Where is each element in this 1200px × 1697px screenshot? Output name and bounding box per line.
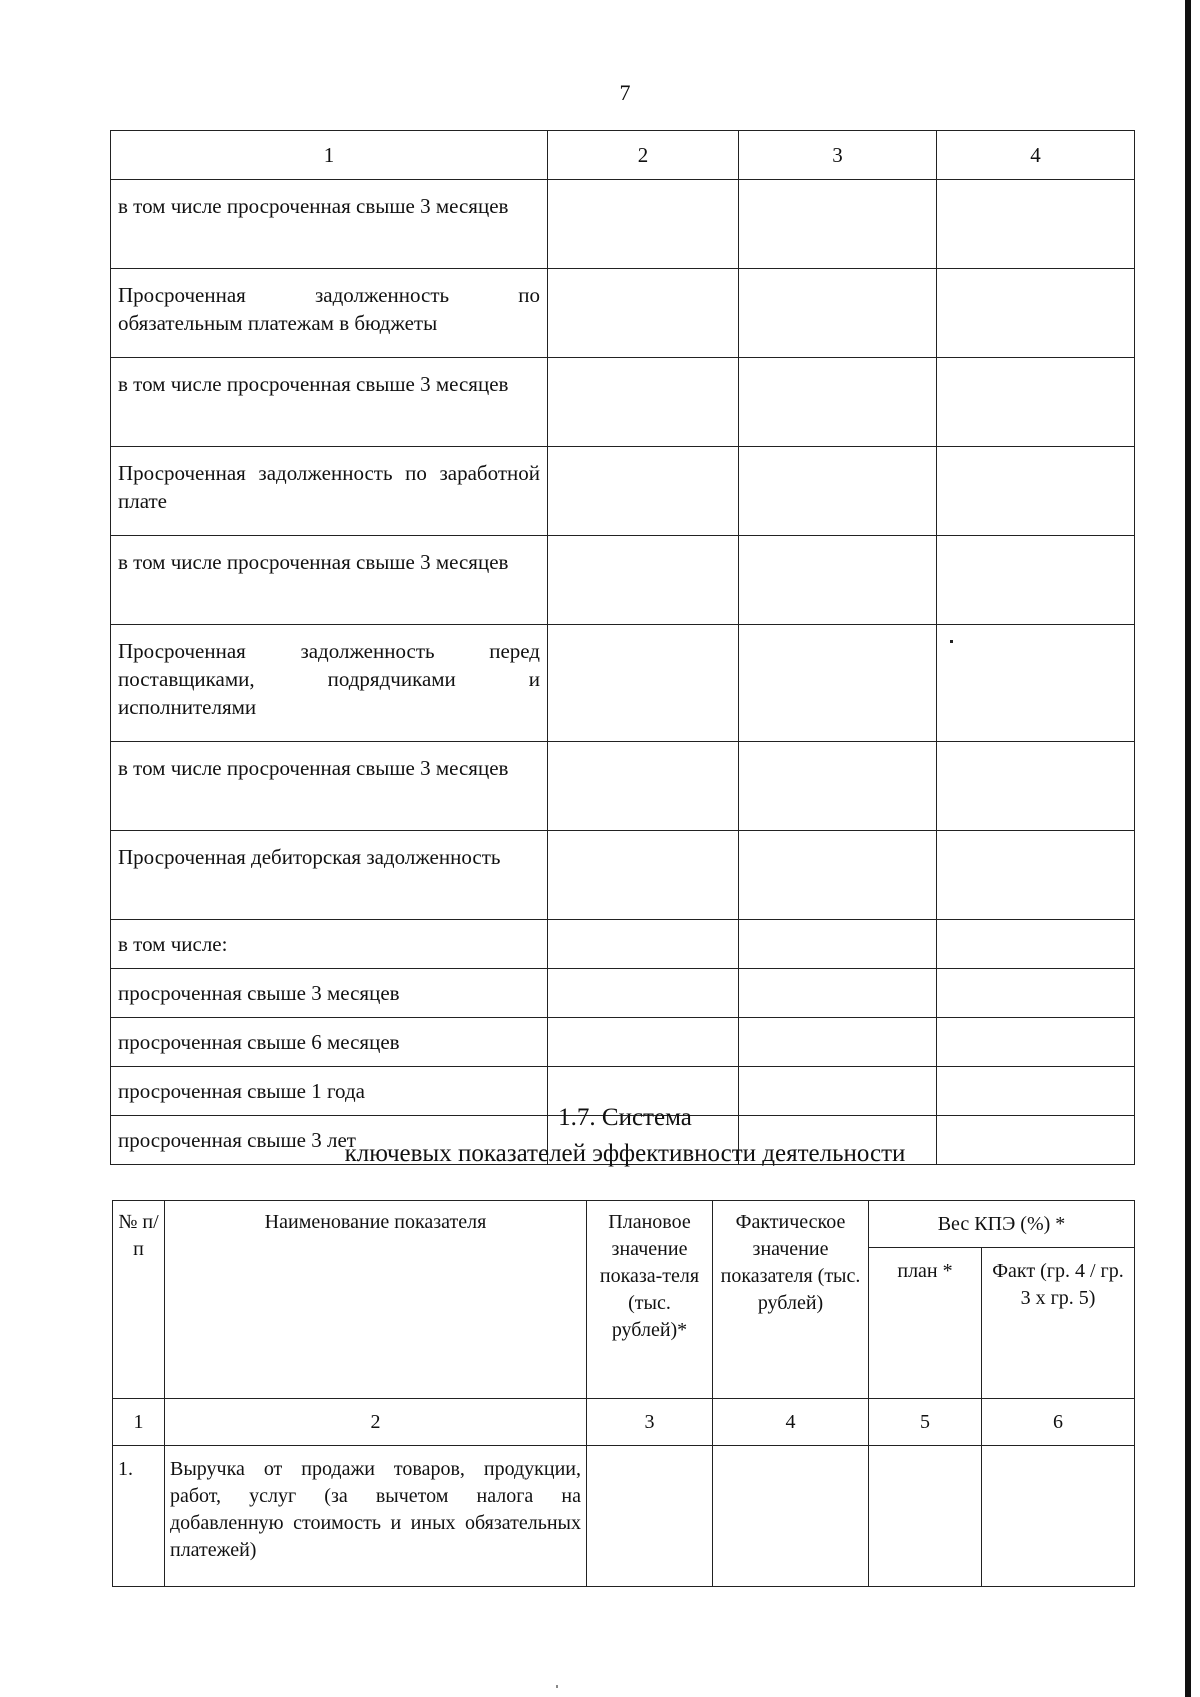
row-label: просроченная свыше 3 лет	[111, 1116, 548, 1165]
table-cell[interactable]	[739, 625, 937, 742]
row-label: в том числе:	[111, 920, 548, 969]
table-cell[interactable]	[548, 625, 739, 742]
section-title-line1: 1.7. Система	[558, 1104, 692, 1131]
kpi-header-fact: Фактическое значение показателя (тыс. рублей)	[713, 1201, 869, 1399]
table-row	[111, 742, 1135, 831]
table-row	[111, 625, 1135, 742]
debt-table-header-row	[111, 131, 1135, 180]
table-cell[interactable]	[937, 358, 1135, 447]
kpi-header-name: Наименование показателя	[165, 1201, 587, 1399]
kpi-header-row	[113, 1201, 1135, 1248]
debt-table-header-3: 3	[739, 131, 937, 180]
table-cell[interactable]	[548, 969, 739, 1018]
kpi-col-number: 4	[713, 1399, 869, 1446]
row-label: Просроченная задолженность по заработной плате	[111, 447, 548, 536]
row-label: в том числе просроченная свыше 3 месяцев	[111, 180, 548, 269]
table-cell[interactable]	[982, 1446, 1135, 1587]
row-label: в том числе просроченная свыше 3 месяцев	[111, 358, 548, 447]
table-cell[interactable]	[739, 269, 937, 358]
table-row	[111, 536, 1135, 625]
table-cell[interactable]	[739, 358, 937, 447]
kpi-numbers-row	[113, 1399, 1135, 1446]
table-row	[111, 920, 1135, 969]
table-cell[interactable]	[548, 831, 739, 920]
table-row	[111, 447, 1135, 536]
table-row	[111, 180, 1135, 269]
table-cell[interactable]	[739, 831, 937, 920]
debt-table-header-4: 4	[937, 131, 1135, 180]
table-cell[interactable]	[739, 180, 937, 269]
stray-mark	[556, 1685, 558, 1688]
section-title	[0, 1100, 1200, 1172]
table-cell[interactable]	[739, 742, 937, 831]
table-cell[interactable]	[548, 180, 739, 269]
table-row	[111, 831, 1135, 920]
page-number: 7	[619, 80, 631, 105]
table-cell[interactable]	[713, 1446, 869, 1587]
table-cell[interactable]	[937, 625, 1135, 742]
table-cell[interactable]	[937, 180, 1135, 269]
table-row	[113, 1446, 1135, 1587]
table-cell[interactable]	[937, 920, 1135, 969]
page-edge-line	[1185, 0, 1191, 1697]
row-label: Просроченная дебиторская задолженность	[111, 831, 548, 920]
table-cell[interactable]	[548, 447, 739, 536]
debt-table-header-1: 1	[111, 131, 548, 180]
row-label: Просроченная задолженность перед поставщиками, подрядчиками и исполнителями	[111, 625, 548, 742]
table-cell[interactable]	[937, 447, 1135, 536]
row-label: просроченная свыше 1 года	[111, 1067, 548, 1116]
table-cell[interactable]	[548, 358, 739, 447]
table-row	[111, 969, 1135, 1018]
table-cell[interactable]	[587, 1446, 713, 1587]
stray-mark	[950, 640, 953, 643]
kpi-header-plan: Плановое значение показа-теля (тыс. рублей)*	[587, 1201, 713, 1399]
kpi-row-number: 1.	[113, 1446, 165, 1587]
row-label: Просроченная задолженность по обязательным платежам в бюджеты	[111, 269, 548, 358]
table-cell[interactable]	[739, 447, 937, 536]
kpi-col-number: 6	[982, 1399, 1135, 1446]
kpi-col-number: 5	[869, 1399, 982, 1446]
table-cell[interactable]	[548, 742, 739, 831]
row-label: в том числе просроченная свыше 3 месяцев	[111, 742, 548, 831]
section-title-line2: ключевых показателей эффективности деятельности	[344, 1140, 906, 1167]
table-cell[interactable]	[937, 742, 1135, 831]
row-label: просроченная свыше 3 месяцев	[111, 969, 548, 1018]
kpi-table	[112, 1200, 1135, 1587]
kpi-header-weight-plan: план *	[869, 1248, 982, 1399]
table-cell[interactable]	[548, 536, 739, 625]
kpi-header-weight-fact: Факт (гр. 4 / гр. 3 х гр. 5)	[982, 1248, 1135, 1399]
table-cell[interactable]	[937, 1018, 1135, 1067]
table-cell[interactable]	[937, 831, 1135, 920]
table-row	[111, 358, 1135, 447]
kpi-col-number: 2	[165, 1399, 587, 1446]
kpi-col-number: 3	[587, 1399, 713, 1446]
table-cell[interactable]	[548, 920, 739, 969]
table-cell[interactable]	[937, 269, 1135, 358]
table-cell[interactable]	[869, 1446, 982, 1587]
table-cell[interactable]	[937, 969, 1135, 1018]
table-cell[interactable]	[739, 536, 937, 625]
table-cell[interactable]	[739, 969, 937, 1018]
table-cell[interactable]	[739, 920, 937, 969]
debt-table	[110, 130, 1135, 1165]
table-cell[interactable]	[739, 1018, 937, 1067]
row-label: в том числе просроченная свыше 3 месяцев	[111, 536, 548, 625]
row-label: просроченная свыше 6 месяцев	[111, 1018, 548, 1067]
table-row	[111, 1018, 1135, 1067]
kpi-header-no: № п/п	[113, 1201, 165, 1399]
table-cell[interactable]	[548, 1018, 739, 1067]
debt-table-header-2: 2	[548, 131, 739, 180]
table-row	[111, 269, 1135, 358]
table-cell[interactable]	[548, 269, 739, 358]
kpi-row-name: Выручка от продажи товаров, продукции, работ, услуг (за вычетом налога на добавленную стоимость и иных обязательных платежей)	[165, 1446, 587, 1587]
kpi-header-weight: Вес КПЭ (%) *	[869, 1201, 1135, 1248]
table-cell[interactable]	[937, 536, 1135, 625]
kpi-col-number: 1	[113, 1399, 165, 1446]
